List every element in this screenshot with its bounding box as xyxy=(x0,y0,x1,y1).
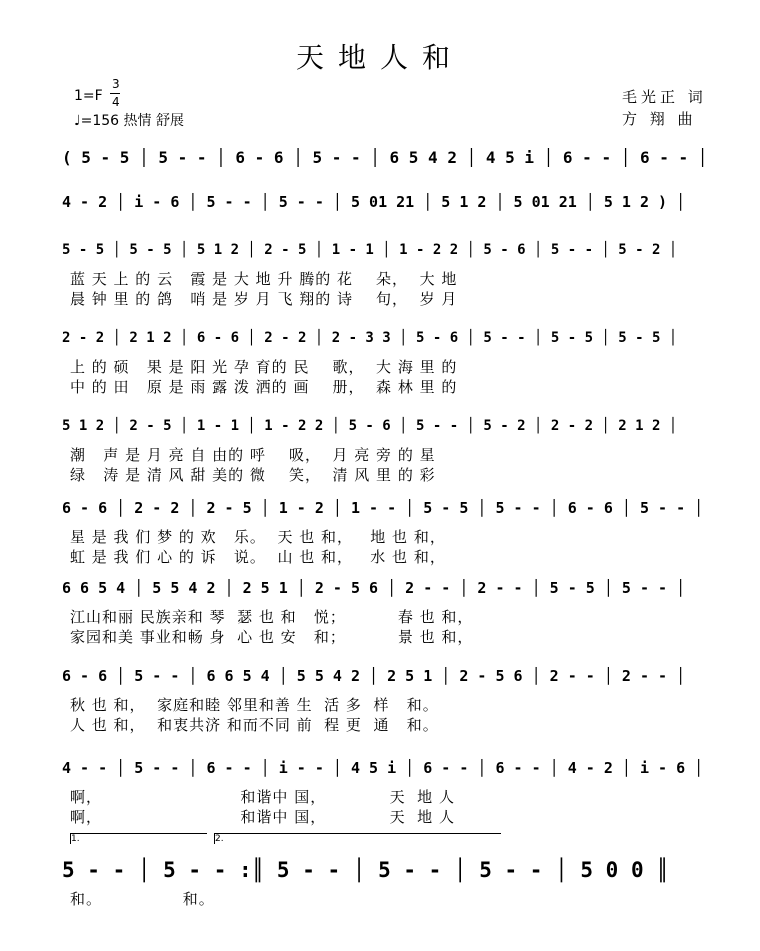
lyric-line-2: 晨 钟 里 的 鸽 哨 是 岁 月 飞 翔的 诗 句， 岁 月 xyxy=(70,290,458,308)
lyric-line-1: 啊， 和谐中 国， 天 地 人 xyxy=(70,788,455,806)
composer-credit: 方 翔 曲 xyxy=(622,110,697,128)
notation-line: ( 5 - 5 │ 5 - - │ 6 - 6 │ 5 - - │ 6 5 4 2 │ 4 5 i │ 6 - - │ 6 - - │ xyxy=(62,148,708,167)
notation-line: 6 - 6 │ 5 - - │ 6 6 5 4 │ 5 5 4 2 │ 2 5 1 │ 2 - 5 6 │ 2 - - │ 2 - - │ xyxy=(62,667,686,685)
tempo-marking: ♩=156 热情 舒展 xyxy=(74,113,184,129)
lyricist-credit: 毛光正 词 xyxy=(622,88,707,106)
lyric-line-1: 和。 和。 xyxy=(70,890,215,908)
staff-row xyxy=(62,136,708,180)
key-signature: 1=F xyxy=(74,88,103,104)
notation-line: 5 1 2 │ 2 - 5 │ 1 - 1 │ 1 - 2 2 │ 5 - 6 │ 5 - - │ 5 - 2 │ 2 - 2 │ 2 1 2 │ xyxy=(62,418,678,434)
staff-row xyxy=(62,228,708,308)
time-signature-bottom: 4 xyxy=(112,95,120,109)
notation-line: 4 - 2 │ i - 6 │ 5 - - │ 5 - - │ 5 01 21 │ 5 1 2 │ 5 01 21 │ 5 1 2 ) │ xyxy=(62,193,686,211)
lyric-line-1: 上 的 硕 果 是 阳 光 孕 育的 民 歌， 大 海 里 的 xyxy=(70,358,458,376)
notation-line: 4 - - │ 5 - - │ 6 - - │ i - - │ 4 5 i │ 6 - - │ 6 - - │ 4 - 2 │ i - 6 │ xyxy=(62,759,704,777)
staff-row xyxy=(62,486,708,566)
staff-row xyxy=(62,848,708,908)
time-signature-top: 3 xyxy=(112,77,120,91)
volta-second: 2. xyxy=(214,833,501,844)
lyric-line-2: 家园和美 事业和畅 身 心 也 安 和； 景 也 和， xyxy=(70,628,474,646)
notation-line: 2 - 2 │ 2 1 2 │ 6 - 6 │ 2 - 2 │ 2 - 3 3 │ 5 - 6 │ 5 - - │ 5 - 5 │ 5 - 5 │ xyxy=(62,330,678,346)
notation-line: 6 - 6 │ 2 - 2 │ 2 - 5 │ 1 - 2 │ 1 - - │ 5 - 5 │ 5 - - │ 6 - 6 │ 5 - - │ xyxy=(62,499,704,517)
staff-row xyxy=(62,746,708,826)
lyric-line-2: 绿 涛 是 清 风 甜 美的 微 笑， 清 风 里 的 彩 xyxy=(70,466,436,484)
notation-line: 5 - - │ 5 - - :║ 5 - - │ 5 - - │ 5 - - │ 5 0 0 ║ xyxy=(62,858,669,882)
lyric-line-2: 中 的 田 原 是 雨 露 泼 洒的 画 册， 森 林 里 的 xyxy=(70,378,458,396)
staff-row xyxy=(62,566,708,646)
staff-row xyxy=(62,316,708,396)
lyric-line-1: 秋 也 和， 家庭和睦 邻里和善 生 活 多 样 和。 xyxy=(70,696,439,714)
notation-line: 5 - 5 │ 5 - 5 │ 5 1 2 │ 2 - 5 │ 1 - 1 │ 1 - 2 2 │ 5 - 6 │ 5 - - │ 5 - 2 │ xyxy=(62,242,678,258)
staff-row xyxy=(62,180,708,224)
song-title: 天地人和 xyxy=(295,41,464,74)
volta-first: 1. xyxy=(70,833,207,844)
notation-line: 6 6 5 4 │ 5 5 4 2 │ 2 5 1 │ 2 - 5 6 │ 2 - - │ 2 - - │ 5 - 5 │ 5 - - │ xyxy=(62,579,686,597)
lyric-line-2: 人 也 和， 和衷共济 和而不同 前 程 更 通 和。 xyxy=(70,716,439,734)
lyric-line-2: 啊， 和谐中 国， 天 地 人 xyxy=(70,808,455,826)
staff-row xyxy=(62,654,708,734)
lyric-line-1: 潮 声 是 月 亮 自 由的 呼 吸， 月 亮 旁 的 星 xyxy=(70,446,436,464)
lyric-line-2: 虹 是 我 们 心 的 诉 说。 山 也 和， 水 也 和， xyxy=(70,548,446,566)
lyric-line-1: 蓝 天 上 的 云 霞 是 大 地 升 腾的 花 朵， 大 地 xyxy=(70,270,458,288)
staff-row xyxy=(62,404,708,484)
lyric-line-1: 星 是 我 们 梦 的 欢 乐。 天 也 和， 地 也 和， xyxy=(70,528,446,546)
lyric-line-1: 江山和丽 民族亲和 琴 瑟 也 和 悦； 春 也 和， xyxy=(70,608,474,626)
